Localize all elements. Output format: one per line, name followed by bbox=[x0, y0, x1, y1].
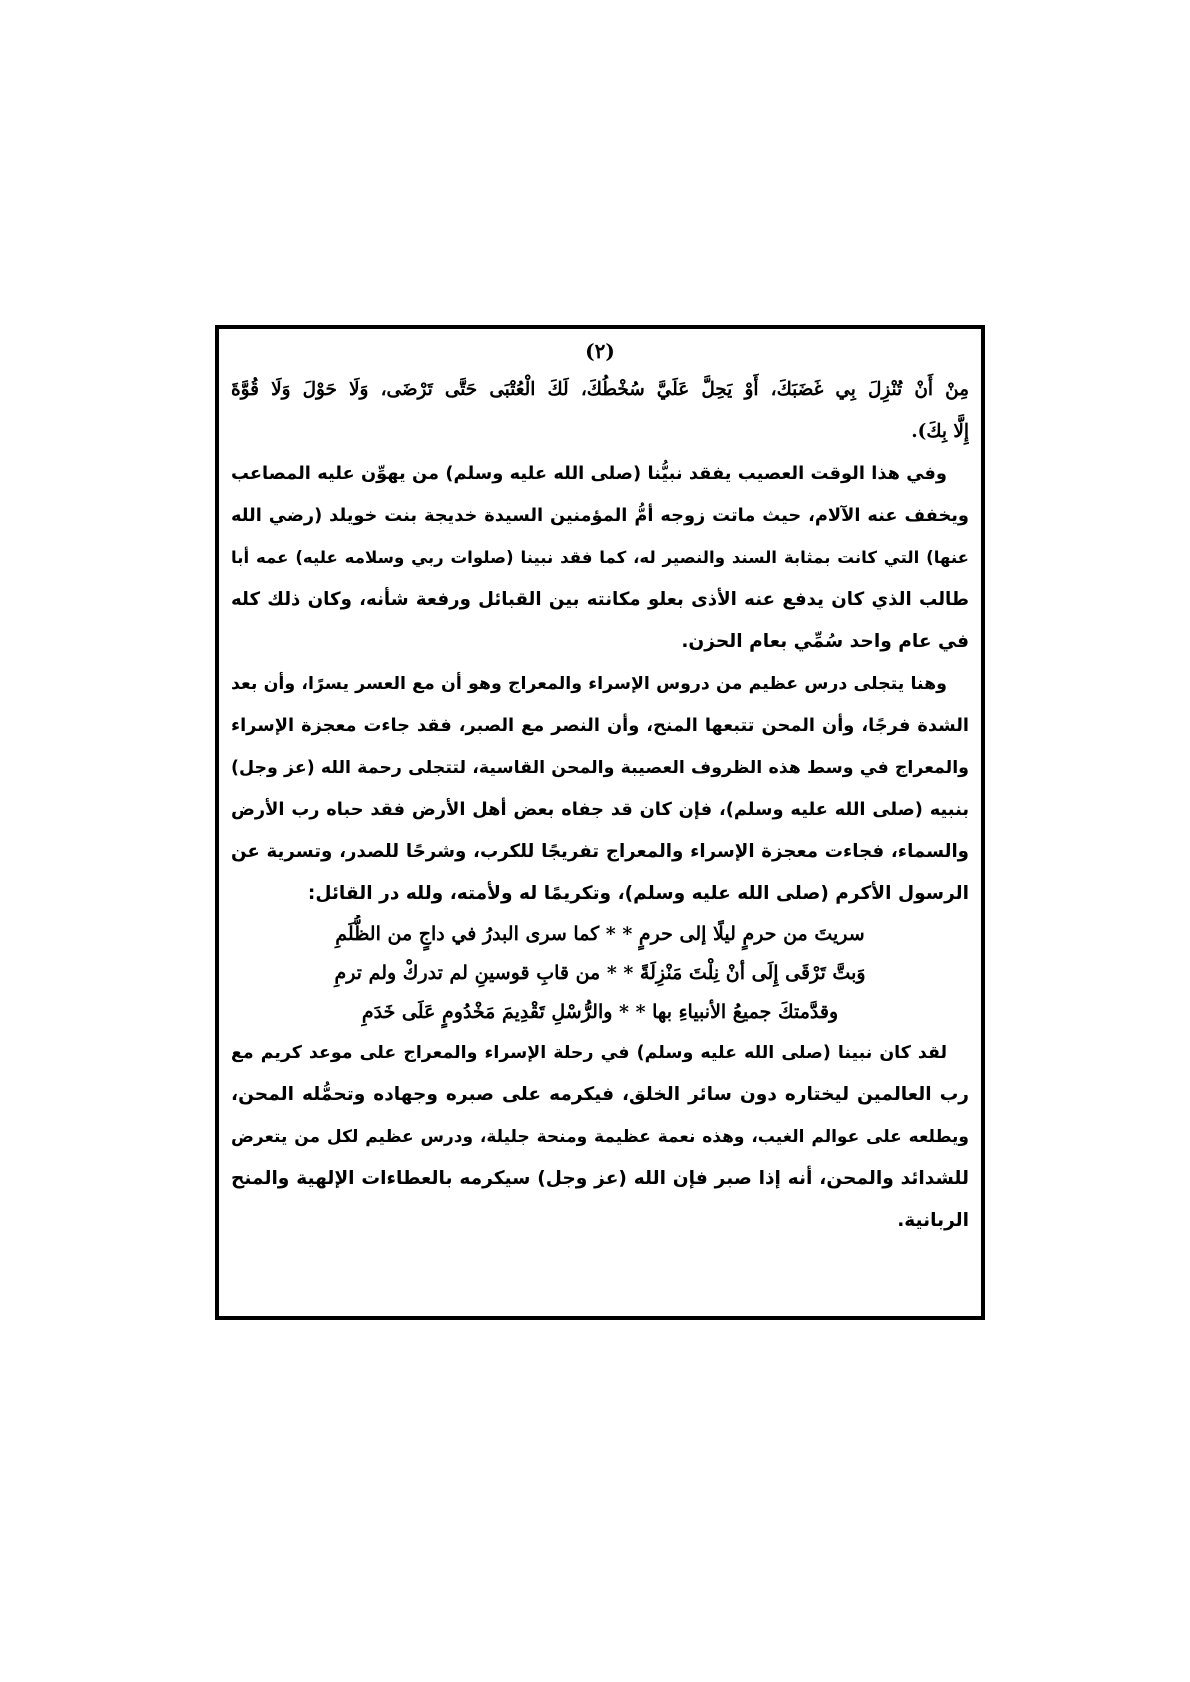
poem-verse: سريتَ من حرمٍ ليلًا إلى حرمٍ * * كما سرى البدرُ في داجٍ من الظُّلَمِ bbox=[335, 923, 865, 945]
text-line: وهنا يتجلى درس عظيم من دروس الإسراء والمعراج وهو أن مع العسر يسرًا، وأن بعد bbox=[231, 674, 947, 694]
text-line: في عام واحد سُمِّي بعام الحزن. bbox=[681, 631, 969, 652]
text-line: طالب الذي كان يدفع عنه الأذى بعلو مكانته بين القبائل ورفعة شأنه، وكان ذلك كله bbox=[231, 589, 969, 610]
text-line: ويخفف عنه الآلام، حيث ماتت زوجه أمُّ المؤمنين السيدة خديجة بنت خويلد (رضي الله bbox=[231, 505, 969, 526]
page-number: (٢) bbox=[585, 339, 615, 363]
page-frame bbox=[215, 325, 985, 1320]
text-line: وفي هذا الوقت العصيب يفقد نبيُّنا (صلى الله عليه وسلم) من يهوِّن عليه المصاعب bbox=[231, 463, 947, 484]
text-line: بنبيه (صلى الله عليه وسلم)، فإن كان قد جفاه بعض أهل الأرض فقد حباه رب الأرض bbox=[231, 799, 969, 820]
text-line: الربانية. bbox=[897, 1210, 969, 1231]
text-line: رب العالمين ليختاره دون سائر الخلق، فيكرمه على صبره وجهاده وتحمُّله المحن، bbox=[231, 1084, 969, 1105]
text-line: عنها) التي كانت بمثابة السند والنصير له، كما فقد نبينا (صلوات ربي وسلامه عليه) عمه أبا bbox=[231, 548, 969, 567]
poem-verse: وقدَّمتكَ جميعُ الأنبياءِ بها * * والرُّسْلِ تَقْدِيمَ مَخْدُومٍ عَلَى خَدَمِ bbox=[361, 1001, 839, 1023]
text-line: الرسول الأكرم (صلى الله عليه وسلم)، وتكريمًا له ولأمته، ولله در القائل: bbox=[307, 883, 969, 904]
text-line: للشدائد والمحن، أنه إذا صبر فإن الله (عز وجل) سيكرمه بالعطاءات الإلهية والمنح bbox=[231, 1168, 969, 1189]
poem-verse: وَبتَّ تَرْقَى إِلَى أنْ نِلْتَ مَنْزِلَةً * * من قابِ قوسينِ لم تدركْ ولم ترمِ bbox=[334, 962, 866, 984]
text-line: لقد كان نبينا (صلى الله عليه وسلم) في رحلة الإسراء والمعراج على موعد كريم مع bbox=[231, 1043, 947, 1063]
text-line: والسماء، فجاءت معجزة الإسراء والمعراج تفريجًا للكرب، وشرحًا للصدر، وتسرية عن bbox=[231, 841, 969, 862]
text-line: مِنْ أَنْ تُنْزِلَ بِي غَضَبَكَ، أَوْ يَحِلَّ عَلَيَّ سُخْطُكَ، لَكَ الْعُتْبَى حَتَّى تَرْضَى، وَلَا حَوْلَ وَلَا قُوَّةَ bbox=[231, 379, 969, 400]
text-line: الشدة فرجًا، وأن المحن تتبعها المنح، وأن النصر مع الصبر، فقد جاءت معجزة الإسراء bbox=[231, 715, 969, 736]
text-line: ويطلعه على عوالم الغيب، وهذه نعمة عظيمة ومنحة جليلة، ودرس عظيم لكل من يتعرض bbox=[231, 1127, 969, 1147]
text-line: إِلَّا بِكَ). bbox=[911, 421, 969, 442]
text-line: والمعراج في وسط هذه الظروف العصيبة والمحن القاسية، لتتجلى رحمة الله (عز وجل) bbox=[231, 758, 969, 778]
